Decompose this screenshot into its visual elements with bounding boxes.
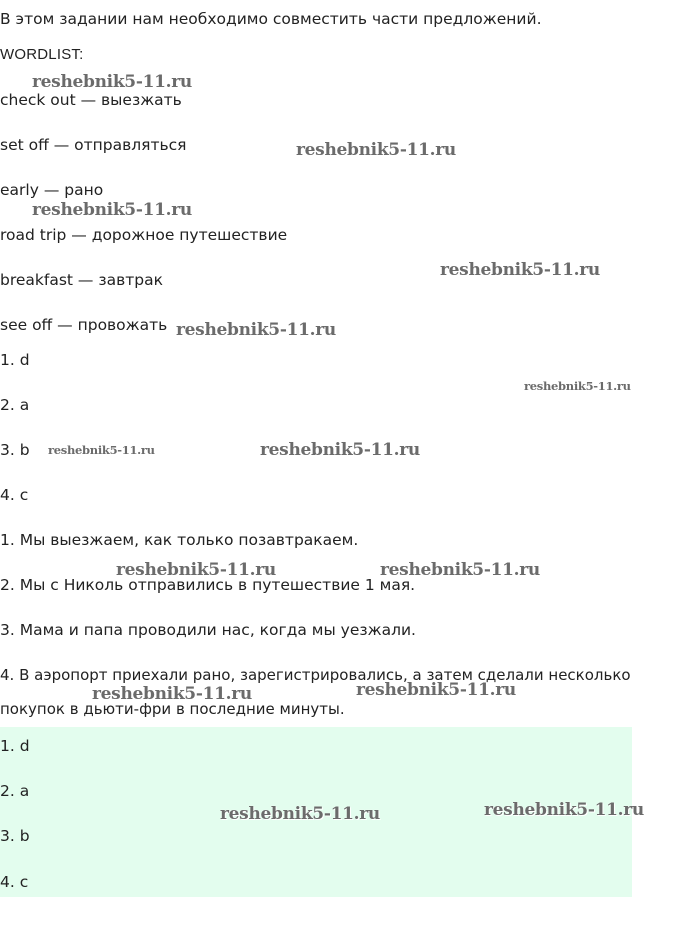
sentence-item: 2. Мы с Николь отправились в путешествие 1 мая. [0, 576, 416, 594]
watermark: reshebnik5-11.ru [176, 320, 336, 340]
wordlist-item: road trip — дорожное путешествие [0, 226, 288, 244]
watermark: reshebnik5-11.ru [92, 684, 252, 704]
watermark: reshebnik5-11.ru [524, 379, 631, 393]
watermark: reshebnik5-11.ru [116, 560, 276, 580]
watermark: reshebnik5-11.ru [296, 140, 456, 160]
wordlist-item: early — рано [0, 181, 104, 199]
wordlist-item: set off — отправляться [0, 136, 187, 154]
answer-item: 2. a [0, 782, 30, 800]
sentence-item: 1. Мы выезжаем, как только позавтракаем. [0, 531, 359, 549]
watermark: reshebnik5-11.ru [380, 560, 540, 580]
answer-item: 1. d [0, 737, 30, 755]
watermark: reshebnik5-11.ru [484, 800, 644, 820]
match-item: 4. c [0, 486, 29, 504]
watermark: reshebnik5-11.ru [220, 804, 380, 824]
sentence-item: 3. Мама и папа проводили нас, когда мы уезжали. [0, 621, 416, 639]
match-item: 1. d [0, 351, 30, 369]
answer-item: 4. c [0, 873, 29, 891]
watermark: reshebnik5-11.ru [48, 443, 155, 457]
match-item: 2. a [0, 396, 30, 414]
wordlist-heading: WORDLIST: [0, 46, 84, 63]
answer-item: 3. b [0, 827, 30, 845]
watermark: reshebnik5-11.ru [356, 680, 516, 700]
watermark: reshebnik5-11.ru [32, 200, 192, 220]
wordlist-item: check out — выезжать [0, 91, 182, 109]
watermark: reshebnik5-11.ru [260, 440, 420, 460]
match-item: 3. b [0, 441, 30, 459]
watermark: reshebnik5-11.ru [440, 260, 600, 280]
wordlist-item: see off — провожать [0, 316, 168, 334]
intro-text: В этом задании нам необходимо совместить части предложений. [0, 10, 542, 28]
sentence-item: 4. В аэропорт приехали рано, зарегистрировались, а затем сделали несколько покупок в дьюти-фри в последние минуты. [0, 666, 631, 718]
wordlist-item: breakfast — завтрак [0, 271, 163, 289]
watermark: reshebnik5-11.ru [32, 72, 192, 92]
